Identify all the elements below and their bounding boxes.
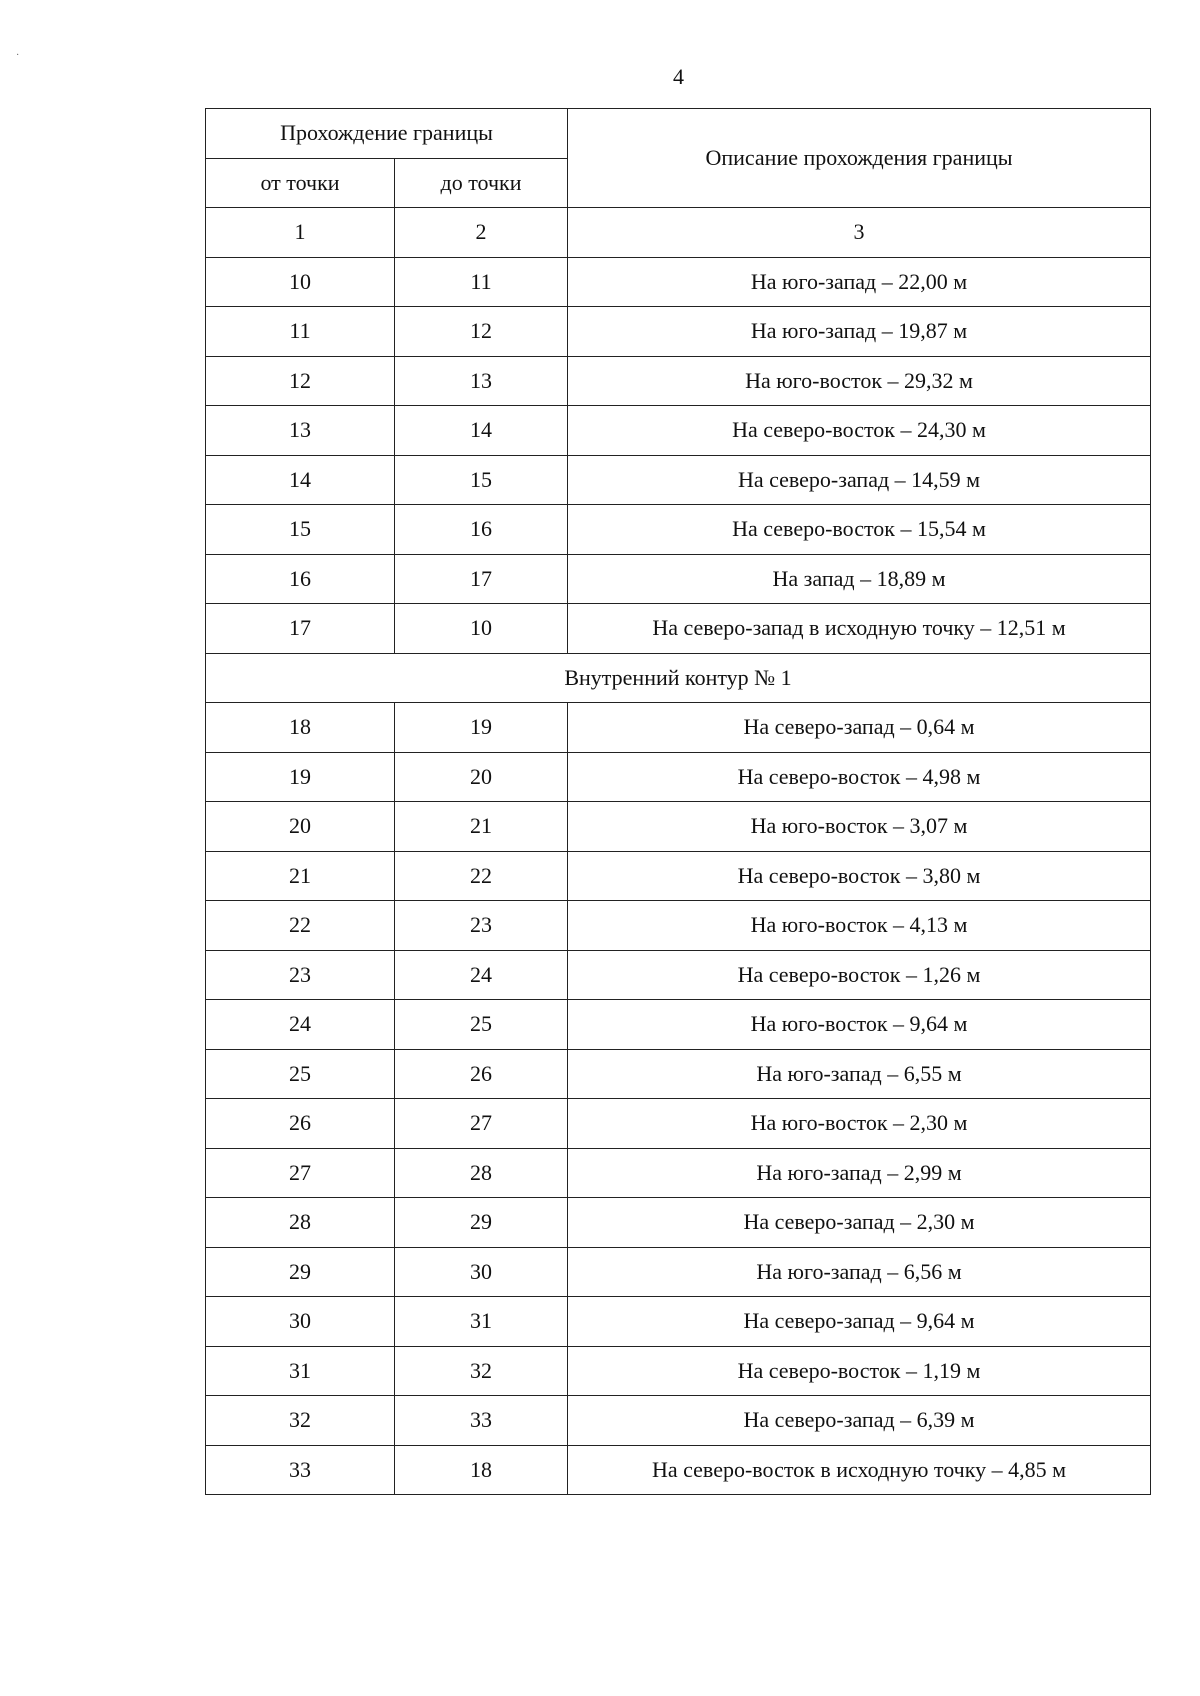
from-point-cell: 32 bbox=[206, 1396, 395, 1446]
description-cell: На северо-восток – 1,19 м bbox=[568, 1346, 1151, 1396]
table-row bbox=[206, 1148, 1151, 1198]
from-point-cell: 18 bbox=[206, 703, 395, 753]
to-point-cell: 30 bbox=[395, 1247, 568, 1297]
description-cell: На северо-восток – 15,54 м bbox=[568, 505, 1151, 555]
to-point-cell: 31 bbox=[395, 1297, 568, 1347]
table-row bbox=[206, 1099, 1151, 1149]
table-row bbox=[206, 356, 1151, 406]
from-point-cell: 33 bbox=[206, 1445, 395, 1495]
from-point-cell: 24 bbox=[206, 1000, 395, 1050]
to-point-cell: 25 bbox=[395, 1000, 568, 1050]
description-cell: На северо-восток в исходную точку – 4,85 м bbox=[568, 1445, 1151, 1495]
page-number: 4 bbox=[673, 64, 684, 89]
table-row bbox=[206, 554, 1151, 604]
to-point-cell: 21 bbox=[395, 802, 568, 852]
table-row bbox=[206, 406, 1151, 456]
table-row bbox=[206, 703, 1151, 753]
from-point-cell: 11 bbox=[206, 307, 395, 357]
to-point-cell: 16 bbox=[395, 505, 568, 555]
table-row bbox=[206, 307, 1151, 357]
from-point-cell: 10 bbox=[206, 257, 395, 307]
table-row bbox=[206, 455, 1151, 505]
from-point-cell: 31 bbox=[206, 1346, 395, 1396]
to-point-cell: 32 bbox=[395, 1346, 568, 1396]
to-point-cell: 23 bbox=[395, 901, 568, 951]
description-cell: На юго-запад – 6,55 м bbox=[568, 1049, 1151, 1099]
description-cell: На юго-восток – 4,13 м bbox=[568, 901, 1151, 951]
from-point-cell: 28 bbox=[206, 1198, 395, 1248]
from-point-cell: 30 bbox=[206, 1297, 395, 1347]
boundary-table-body bbox=[206, 109, 1151, 1495]
table-row bbox=[206, 604, 1151, 654]
from-point-cell: 14 bbox=[206, 455, 395, 505]
from-point-cell: 13 bbox=[206, 406, 395, 456]
to-point-cell: 13 bbox=[395, 356, 568, 406]
table-row bbox=[206, 752, 1151, 802]
table-row bbox=[206, 1346, 1151, 1396]
table-row bbox=[206, 1198, 1151, 1248]
to-point-cell: 22 bbox=[395, 851, 568, 901]
from-point-cell: 22 bbox=[206, 901, 395, 951]
to-point-cell: 10 bbox=[395, 604, 568, 654]
to-point-cell: 29 bbox=[395, 1198, 568, 1248]
header-group-label: Прохождение границы bbox=[206, 109, 568, 159]
table-row bbox=[206, 851, 1151, 901]
from-point-cell: 25 bbox=[206, 1049, 395, 1099]
description-cell: На северо-восток – 4,98 м bbox=[568, 752, 1151, 802]
from-point-cell: 19 bbox=[206, 752, 395, 802]
table-row bbox=[206, 1297, 1151, 1347]
description-cell: На запад – 18,89 м bbox=[568, 554, 1151, 604]
table-row bbox=[206, 1000, 1151, 1050]
description-cell: На северо-восток – 3,80 м bbox=[568, 851, 1151, 901]
description-cell: На юго-восток – 29,32 м bbox=[568, 356, 1151, 406]
description-cell: На северо-восток – 1,26 м bbox=[568, 950, 1151, 1000]
table-row bbox=[206, 1445, 1151, 1495]
column-number-1: 1 bbox=[206, 208, 395, 258]
column-number-2: 2 bbox=[395, 208, 568, 258]
description-cell: На юго-запад – 22,00 м bbox=[568, 257, 1151, 307]
from-point-cell: 16 bbox=[206, 554, 395, 604]
description-cell: На юго-запад – 2,99 м bbox=[568, 1148, 1151, 1198]
from-point-cell: 26 bbox=[206, 1099, 395, 1149]
header-description-label: Описание прохождения границы bbox=[568, 109, 1151, 208]
from-point-cell: 17 bbox=[206, 604, 395, 654]
description-cell: На северо-запад – 2,30 м bbox=[568, 1198, 1151, 1248]
description-cell: На северо-восток – 24,30 м bbox=[568, 406, 1151, 456]
table-row bbox=[206, 1396, 1151, 1446]
to-point-cell: 12 bbox=[395, 307, 568, 357]
to-point-cell: 28 bbox=[395, 1148, 568, 1198]
description-cell: На северо-запад – 14,59 м bbox=[568, 455, 1151, 505]
section-row bbox=[206, 653, 1151, 703]
from-point-cell: 15 bbox=[206, 505, 395, 555]
header-from-label: от точки bbox=[206, 158, 395, 208]
table-row bbox=[206, 1049, 1151, 1099]
table-row bbox=[206, 950, 1151, 1000]
from-point-cell: 12 bbox=[206, 356, 395, 406]
header-row-group bbox=[206, 109, 1151, 159]
description-cell: На юго-восток – 3,07 м bbox=[568, 802, 1151, 852]
table-row bbox=[206, 802, 1151, 852]
description-cell: На юго-запад – 6,56 м bbox=[568, 1247, 1151, 1297]
from-point-cell: 20 bbox=[206, 802, 395, 852]
to-point-cell: 26 bbox=[395, 1049, 568, 1099]
to-point-cell: 18 bbox=[395, 1445, 568, 1495]
from-point-cell: 27 bbox=[206, 1148, 395, 1198]
description-cell: На северо-запад в исходную точку – 12,51 м bbox=[568, 604, 1151, 654]
to-point-cell: 24 bbox=[395, 950, 568, 1000]
column-number-row bbox=[206, 208, 1151, 258]
header-to-label: до точки bbox=[395, 158, 568, 208]
table-row bbox=[206, 1247, 1151, 1297]
column-number-3: 3 bbox=[568, 208, 1151, 258]
table-row bbox=[206, 901, 1151, 951]
to-point-cell: 19 bbox=[395, 703, 568, 753]
to-point-cell: 20 bbox=[395, 752, 568, 802]
description-cell: На юго-восток – 2,30 м bbox=[568, 1099, 1151, 1149]
to-point-cell: 11 bbox=[395, 257, 568, 307]
description-cell: На северо-запад – 0,64 м bbox=[568, 703, 1151, 753]
from-point-cell: 29 bbox=[206, 1247, 395, 1297]
from-point-cell: 23 bbox=[206, 950, 395, 1000]
from-point-cell: 21 bbox=[206, 851, 395, 901]
description-cell: На северо-запад – 9,64 м bbox=[568, 1297, 1151, 1347]
to-point-cell: 27 bbox=[395, 1099, 568, 1149]
table-row bbox=[206, 505, 1151, 555]
table-row bbox=[206, 257, 1151, 307]
description-cell: На юго-восток – 9,64 м bbox=[568, 1000, 1151, 1050]
scan-speck: · bbox=[16, 50, 20, 61]
section-title: Внутренний контур № 1 bbox=[206, 653, 1151, 703]
to-point-cell: 15 bbox=[395, 455, 568, 505]
boundary-table bbox=[205, 108, 1151, 1495]
to-point-cell: 33 bbox=[395, 1396, 568, 1446]
to-point-cell: 17 bbox=[395, 554, 568, 604]
description-cell: На северо-запад – 6,39 м bbox=[568, 1396, 1151, 1446]
to-point-cell: 14 bbox=[395, 406, 568, 456]
description-cell: На юго-запад – 19,87 м bbox=[568, 307, 1151, 357]
